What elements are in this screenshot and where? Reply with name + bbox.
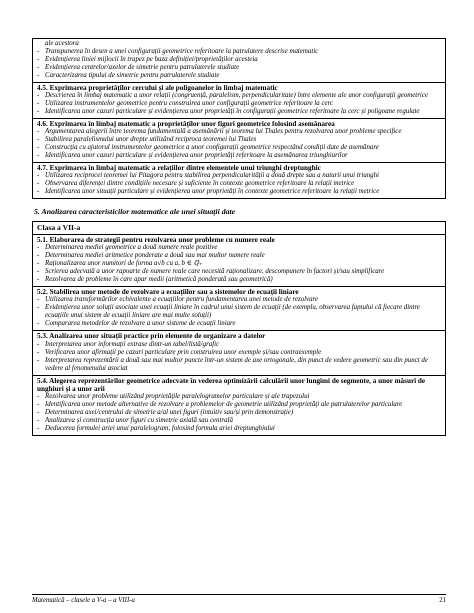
list-item: - Rezolvarea unor probleme utilizând proprietățile paralelogramelor particulare și ale trapezului xyxy=(37,393,442,401)
list-item: - Interpretarea unor informații extrase dintr-un tabel/listă/grafic xyxy=(37,341,442,349)
page-content xyxy=(32,38,446,436)
table-row xyxy=(33,235,446,287)
list-item: - Evidențierea centrelor/axelor de simetrie pentru patrulaterele studiate xyxy=(37,64,442,72)
list-item: - Rezolvarea de probleme în care apar medii (aritmetică ponderată sau geometrică) xyxy=(37,276,442,284)
table-cell xyxy=(33,331,446,375)
list-item: - Determinarea mediei aritmetice ponderate a două sau mai multor numere reale xyxy=(37,252,442,260)
list-item: - Argumentarea alegerii între teorema fundamentală a asemănării și teorema lui Thales pentru rezolvarea unor probleme specifice xyxy=(37,128,442,136)
competency-heading: 4.5. Exprimarea proprietăților cercului și ale poligoanelor în limbaj matematic xyxy=(37,84,278,92)
list-item: - Evidențierea unor soluții asociate unei ecuații liniare în cadrul unui sistem de ecuații (de exemplu, observarea faptului că fiecare dintre ecuațiile unui sistem de ecuații liniare are mai multe soluții) xyxy=(37,304,442,320)
footer-divider xyxy=(32,594,446,595)
list-item: - Deducerea formulei ariei unui paralelogram, folosind formula ariei dreptunghiului xyxy=(37,425,442,433)
table-cell xyxy=(33,83,446,119)
table-cell xyxy=(33,39,446,83)
competencies-table-grade-7 xyxy=(32,221,446,435)
list-item: - Identificarea unor metode alternative de rezolvare a problemelor de geometrie utilizând proprietăți ale patrulaterelor particulare xyxy=(37,401,442,409)
section-title: 5. Analizarea caracteristicilor matematice ale unei situații date xyxy=(34,207,236,217)
table-row xyxy=(33,331,446,375)
table-row xyxy=(33,119,446,163)
table-cell xyxy=(33,163,446,199)
list-item: - Utilizarea transformărilor echivalente a ecuațiilor pentru fundamentarea unei metode de rezolvare xyxy=(37,296,442,304)
list-item: ale acestora xyxy=(45,40,79,47)
table-cell xyxy=(33,287,446,331)
table-cell xyxy=(33,235,446,287)
list-item: - Utilizarea instrumentelor geometrice pentru construirea unor configurații geometrice referitoare la cerc xyxy=(37,100,442,108)
list-item: - Compararea metodelor de rezolvare a unor sisteme de ecuații liniare xyxy=(37,320,442,328)
list-item: - Caracterizarea tipului de simetrie pentru patrulaterele studiate xyxy=(37,72,442,80)
list-item: - Identificarea unor situații particulare și evidențierea unor proprietăți în contexte geometrice referitoare la relații metrice xyxy=(37,188,442,196)
competency-heading: 5.1. Elaborarea de strategii pentru rezolvarea unor probleme cu numere reale xyxy=(37,236,275,245)
competency-heading: 5.4. Alegerea reprezentărilor geometrice adecvate în vederea optimizării calculării unor lungimi de segmente, a unor măsuri de unghiuri și a unor arii xyxy=(37,376,426,393)
footer-text: Matematică – clasele a V-a – a VIII-a xyxy=(32,597,135,604)
table-row xyxy=(33,287,446,331)
page-number: 21 xyxy=(439,597,446,604)
list-item: - Construcția cu ajutorul instrumentelor geometrice a unor configurații geometrice respectând condiții date de asemănare xyxy=(37,144,442,152)
list-item: - Descrierea în limbaj matematic a unor relații (congruență, paralelism, perpendicularitate) între elemente ale unor configurații geometrice xyxy=(37,92,442,100)
table-cell xyxy=(33,375,446,435)
competency-heading: 5.2. Stabilirea unor metode de rezolvare a ecuațiilor sau a sistemelor de ecuații liniare xyxy=(37,288,299,297)
list-item: - Determinarea axei/centrului de simetrie a/al unei figuri (intuitiv sau/și prin demonstrație) xyxy=(37,409,442,417)
list-item: - Raționalizarea unor numitori de forma a√b cu a, b ∈ ℚ₊ xyxy=(37,260,442,268)
competency-heading: 5.3. Analizarea unor situații practice prin elemente de organizare a datelor xyxy=(37,332,266,341)
competencies-table-continued xyxy=(32,38,446,199)
list-item: - Verificarea unor afirmații pe cazuri particulare prin construirea unor exemple și/sau contraexemple xyxy=(37,349,442,357)
list-item: - Determinarea mediei geometrice a două numere reale pozitive xyxy=(37,244,442,252)
list-item: - Analizarea și construcția unor figuri cu simetrie axială sau centrală xyxy=(37,417,442,425)
table-row xyxy=(33,375,446,435)
list-item: - Scrierea adecvată a unor rapoarte de numere reale care necesită raționalizare, descompunere în factori și/sau simplificare xyxy=(37,268,442,276)
table-row xyxy=(33,39,446,83)
table-row xyxy=(33,222,446,235)
competency-heading: 4.7. Exprimarea în limbaj matematic a relațiilor dintre elementele unui triunghi dreptunghic xyxy=(37,164,321,173)
competency-heading: 4.6. Exprimarea în limbaj matematic a proprietăților unor figuri geometrice folosind asemănarea xyxy=(37,120,335,129)
table-row xyxy=(33,163,446,199)
page-footer xyxy=(32,597,446,604)
list-item: - Stabilirea paralelismului unor drepte utilizând reciproca teoremei lui Thales xyxy=(37,136,442,144)
list-item: - Observarea diferenței dintre condițiile necesare și suficiente în contexte geometrice referitoare la relații metrice xyxy=(37,180,442,188)
list-item: - Transpunerea în desen a unei configurații geometrice referitoare la patrulatere descrise matematic xyxy=(37,48,442,56)
list-item: - Identificarea unor cazuri particulare și evidențierea unor proprietăți în configurații geometrice referitoare la cerc și poligoane regulate xyxy=(37,108,442,116)
list-item: - Utilizarea reciprocei teoremei lui Pitagora pentru stabilirea perpendicularității a două drepte sau a naturii unui triunghi xyxy=(37,172,442,180)
list-item: - Interpretarea reprezentării a două sau mai multor puncte într-un sistem de axe ortogonale, din punct de vedere geometric sau din punct de vedere al fenomenului asociat xyxy=(37,357,442,373)
grade-header: Clasa a VII-a xyxy=(33,222,446,235)
table-row xyxy=(33,83,446,119)
list-item: - Identificarea unor cazuri particulare și evidențierea unor proprietăți referitoare la asemănarea triunghiurilor xyxy=(37,152,442,160)
table-cell xyxy=(33,119,446,163)
list-item: - Evidențierea liniei mijlocii în trapez pe baza definiției/proprietăților acesteia xyxy=(37,56,442,64)
